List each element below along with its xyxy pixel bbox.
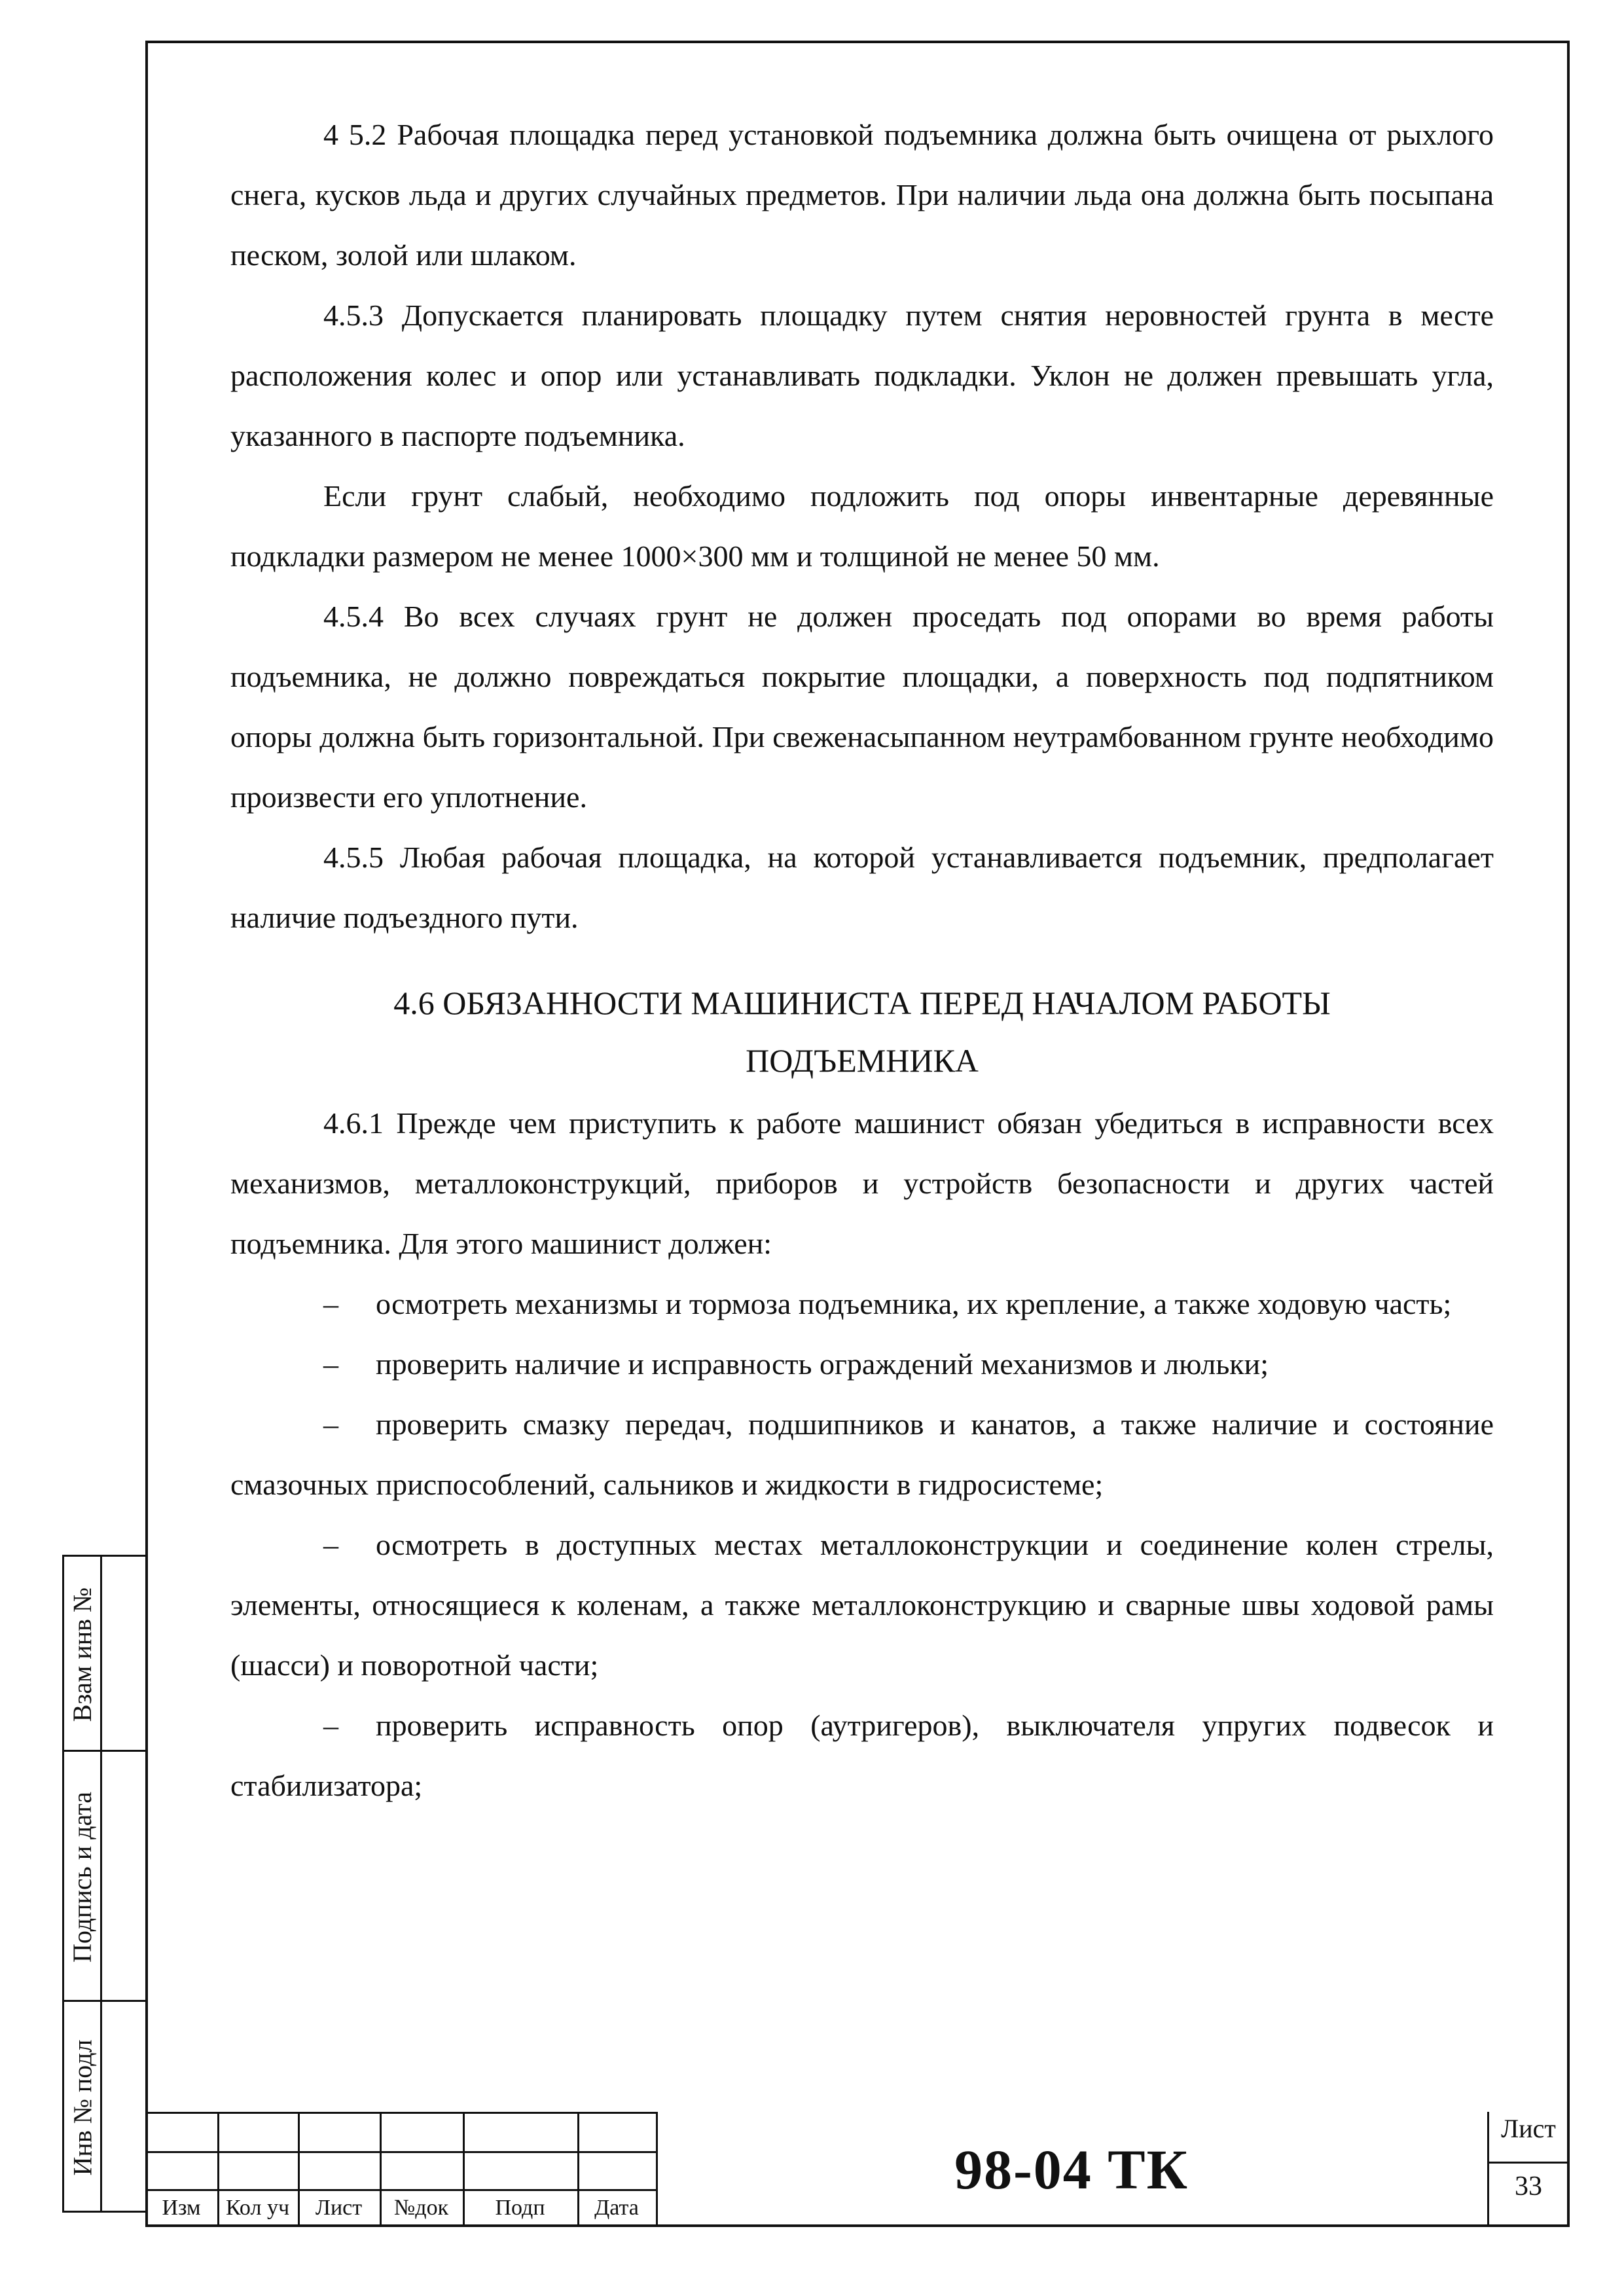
list-item-text: осмотреть механизмы и тормоза подъемника, их крепление, а также ходовую часть; bbox=[376, 1287, 1452, 1320]
title-col-ndok: №док bbox=[393, 2196, 449, 2220]
title-block-rule bbox=[145, 2151, 656, 2153]
list-item bbox=[230, 1394, 1494, 1515]
dash-marker: – bbox=[323, 1287, 338, 1320]
list-item bbox=[230, 1695, 1494, 1816]
section-heading-line2: ПОДЪЕМНИКА bbox=[746, 1042, 979, 1079]
paragraph-4-5-3: 4.5.3 Допускается планировать площадку путем снятия неровностей грунта в месте расположения колес и опор или устанавливать подкладки. Уклон не должен превышать угла, указанного в паспорте подъемника. bbox=[230, 299, 1494, 452]
sheet-label: Лист bbox=[1501, 2114, 1556, 2143]
title-block-rule bbox=[1487, 2162, 1570, 2164]
side-label-vzam: Взам инв № bbox=[67, 1587, 98, 1722]
list-item bbox=[230, 1515, 1494, 1695]
section-heading bbox=[230, 974, 1494, 1089]
sheet-number: 33 bbox=[1515, 2171, 1542, 2202]
title-col-izm: Изм bbox=[162, 2196, 201, 2220]
side-label-podpis: Подпись и дата bbox=[67, 1791, 98, 1963]
title-block-rule bbox=[145, 2112, 656, 2114]
dash-marker: – bbox=[323, 1709, 338, 1742]
title-block-rule bbox=[145, 2189, 656, 2191]
dash-marker: – bbox=[323, 1407, 338, 1441]
title-block bbox=[145, 2112, 1570, 2227]
section-heading-line1: 4.6 ОБЯЗАННОСТИ МАШИНИСТА ПЕРЕД НАЧАЛОМ РАБОТЫ bbox=[393, 985, 1331, 1021]
side-stamp bbox=[62, 1555, 145, 2213]
paragraph-4-5-5: 4.5.5 Любая рабочая площадка, на которой устанавливается подъемник, предполагает наличие подъездного пути. bbox=[230, 841, 1494, 934]
paragraph-4-6-1: 4.6.1 Прежде чем приступить к работе машинист обязан убедиться в исправности всех механизмов, металлоконструкций, приборов и устройств безопасности и других частей подъемника. Для этого машинист должен: bbox=[230, 1106, 1494, 1260]
paragraph-4-5-2: 4 5.2 Рабочая площадка перед установкой подъемника должна быть очищена от рыхлого снега, кусков льда и других случайных предметов. При наличии льда она должна быть посыпана песком, золой или шлаком. bbox=[230, 118, 1494, 272]
dash-marker: – bbox=[323, 1347, 338, 1381]
title-col-list: Лист bbox=[315, 2196, 363, 2220]
list-item-text: осмотреть в доступных местах металлоконструкции и соединение колен стрелы, элементы, относящиеся к коленам, а также металлоконструкцию и сварные швы ходовой рамы (шасси) и поворотной части; bbox=[230, 1528, 1494, 1682]
side-label-inv: Инв № подл bbox=[67, 2039, 98, 2175]
title-col-podp: Подп bbox=[495, 2196, 545, 2220]
paragraph-4-5-3-soil: Если грунт слабый, необходимо подложить под опоры инвентарные деревянные подкладки размером не менее 1000×300 мм и толщиной не менее 50 мм. bbox=[230, 479, 1494, 573]
list-item-text: проверить наличие и исправность ограждений механизмов и люльки; bbox=[376, 1347, 1269, 1381]
list-item bbox=[230, 1274, 1494, 1334]
title-col-data: Дата bbox=[594, 2196, 639, 2220]
document-body bbox=[230, 105, 1494, 1816]
title-col-kol-uch: Кол уч bbox=[225, 2196, 290, 2220]
dash-marker: – bbox=[323, 1528, 338, 1561]
list-item bbox=[230, 1334, 1494, 1394]
list-item-text: проверить исправность опор (аутригеров), выключателя упругих подвесок и стабилизатора; bbox=[230, 1709, 1494, 1802]
list-item-text: проверить смазку передач, подшипников и канатов, а также наличие и состояние смазочных приспособлений, сальников и жидкости в гидросистеме; bbox=[230, 1407, 1494, 1501]
document-code: 98-04 ТК bbox=[954, 2138, 1189, 2201]
paragraph-4-5-4: 4.5.4 Во всех случаях грунт не должен проседать под опорами во время работы подъемника, не должно повреждаться покрытие площадки, а поверхность под подпятником опоры должна быть горизонтальной. При свеженасыпанном неутрамбованном грунте необходимо произвести его уплотнение. bbox=[230, 600, 1494, 814]
